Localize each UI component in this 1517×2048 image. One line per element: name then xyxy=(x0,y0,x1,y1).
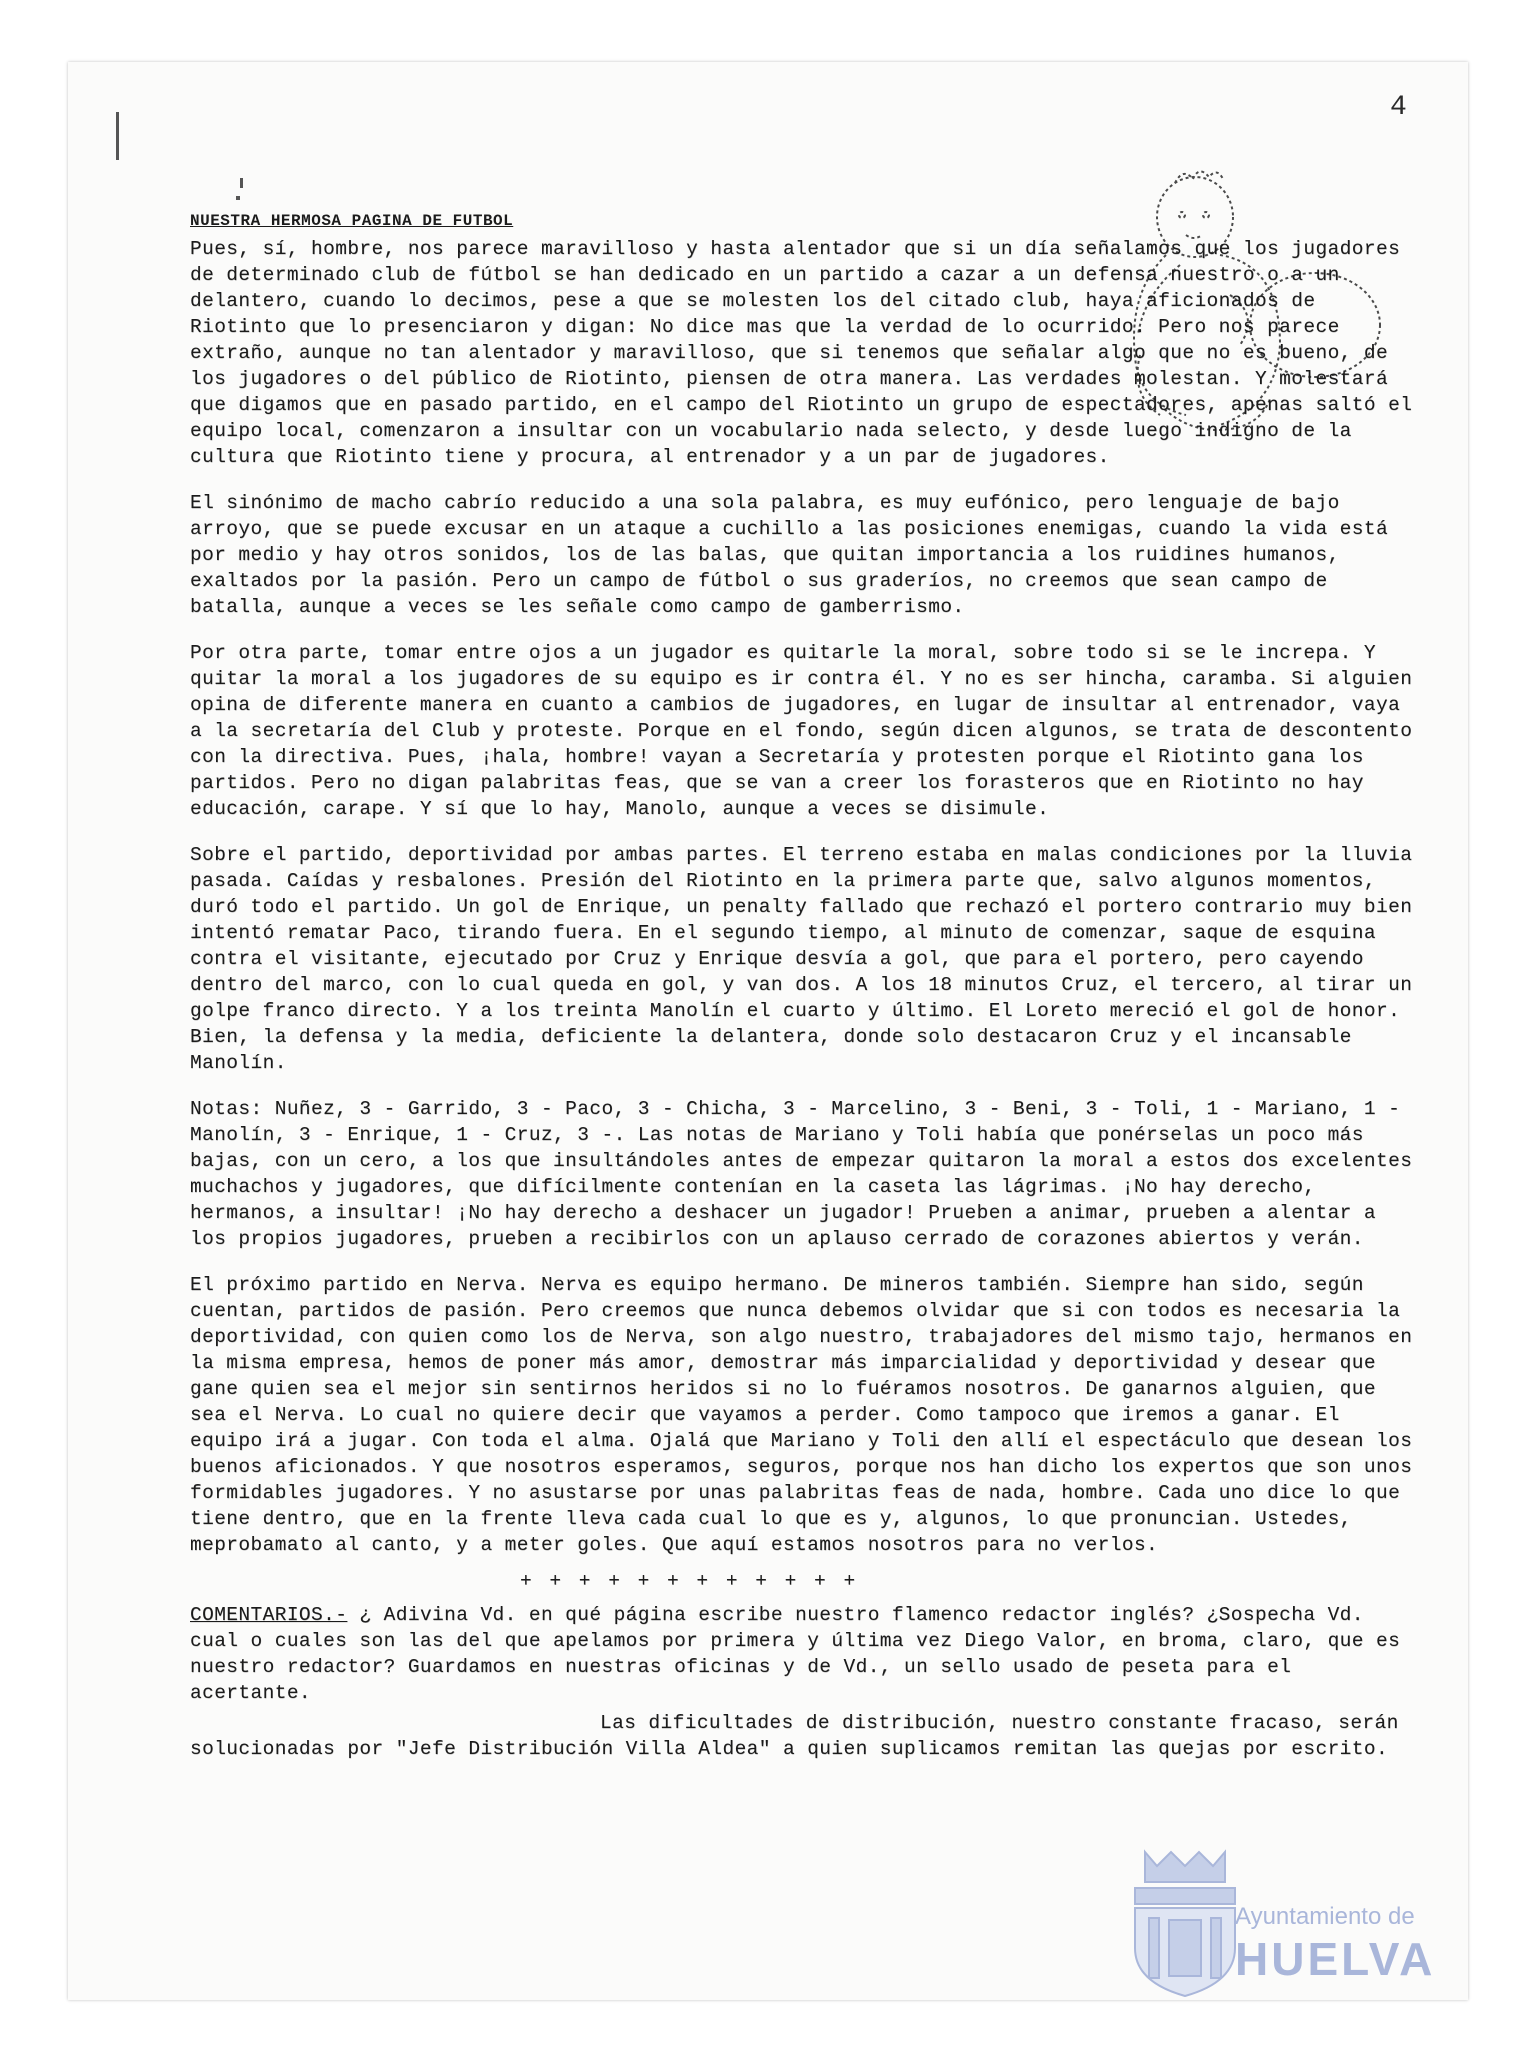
distribution-note: Las dificultades de distribución, nuestro constante fracaso, serán solucionadas por "Jefe Distribución Villa Aldea" a quien suplicamos remitan las quejas por escrito. xyxy=(190,1712,1399,1760)
comments-paragraph xyxy=(190,1602,1420,1706)
paragraph: Sobre el partido, deportividad por ambas partes. El terreno estaba en malas condiciones por la lluvia pasada. Caídas y resbalones. Presión del Riotinto en la primera parte que, salvo algunos momentos, duró todo el partido. Un gol de Enrique, un penalty fallado que rechazó el portero contrario muy bien intentó rematar Paco, tirando fuera. En el segundo tiempo, al minuto de comenzar, saque de esquina contra el visitante, ejecutado por Cruz y Enrique desvía a gol, que para el portero, pero cayendo dentro del marco, con lo cual queda en gol, y van dos. A los 18 minutos Cruz, el tercero, al tirar un golpe franco directo. Y a los treinta Manolín el cuarto y último. El Loreto mereció el gol de honor. Bien, la defensa y la media, deficiente la delantera, donde solo destacaron Cruz y el incansable Manolín. xyxy=(190,844,1413,1074)
paragraph: El próximo partido en Nerva. Nerva es equipo hermano. De mineros también. Siempre han sido, según cuentan, partidos de pasión. Pero creemos que nunca debemos olvidar que si con todos es necesaria la deportividad, con quien como los de Nerva, son algo nuestro, trabajadores del mismo tajo, hermanos en la misma empresa, hemos de poner más amor, demostrar más imparcialidad y deportividad y desear que gane quien sea el mejor sin sentirnos heridos si no lo fuéramos nosotros. De ganarnos alguien, que sea el Nerva. Lo cual no quiere decir que vayamos a perder. Como tampoco que iremos a ganar. El equipo irá a jugar. Con toda el alma. Ojalá que Mariano y Toli den allí el espectáculo que desean los buenos aficionados. Y que nosotros esperamos, seguros, porque nos han dicho los expertos que son unos formidables jugadores. Y no asustarse por unas palabritas feas de nada, hombre. Cada uno dice lo que tiene dentro, que en la frente lleva cada cual lo que es y, algunos, lo que pronuncian. Ustedes, meprobamato al canto, y a meter goles. Que aquí estamos nosotros para no verlos. xyxy=(190,1274,1413,1556)
paragraph: Pues, sí, hombre, nos parece maravilloso y hasta alentador que si un día señalamos que los jugadores de determinado club de fútbol se han dedicado en un partido a cazar a un defensa nuestro o a un delantero, cuando lo decimos, pese a que se molesten los del citado club, haya aficionados de Riotinto que lo presenciaron y digan: No dice mas que la verdad de lo ocurrido. Pero nos parece extraño, aunque no tan alentador y maravilloso, que si tenemos que señalar algo que no es bueno, de los jugadores o del público de Riotinto, piensen de otra manera. Las verdades molestan. Y molestará que digamos que en pasado partido, en el campo del Riotinto un grupo de espectadores, apenas saltó el equipo local, comenzaron a insultar con un vocabulario nada selecto, y desde luego indigno de la cultura que Riotinto tiene y procura, al entrenador y a un par de jugadores. xyxy=(190,238,1413,468)
page-number: 4 xyxy=(1390,92,1407,123)
paragraph: El sinónimo de macho cabrío reducido a una sola palabra, es muy eufónico, pero lenguaje de bajo arroyo, que se puede excusar en un ataque a cuchillo a las posiciones enemigas, cuando la vida está por medio y hay otros sonidos, los de las balas, que quitan importancia a los ruidines humanos, exaltados por la pasión. Pero un campo de fútbol o sus graderíos, no creemos que sean campo de batalla, aunque a veces se les señale como campo de gamberrismo. xyxy=(190,492,1389,618)
page-title: NUESTRA HERMOSA PAGINA DE FUTBOL xyxy=(190,212,514,230)
watermark-subtitle: Ayuntamiento de xyxy=(1235,1903,1415,1930)
comments-label: COMENTARIOS.- xyxy=(190,1604,348,1626)
paragraph: Notas: Nuñez, 3 - Garrido, 3 - Paco, 3 - Chicha, 3 - Marcelino, 3 - Beni, 3 - Toli, 1 - Mariano, 1 - Manolín, 3 - Enrique, 1 - Cruz, 3 -. Las notas de Mariano y Toli había que ponérselas un poco más bajas, con un cero, a los que insultándoles antes de empezar quitaron la moral a estos dos excelentes muchachos y jugadores, que difícilmente contenían en la caseta las lágrimas. ¡No hay derecho, hermanos, a insultar! ¡No hay derecho a deshacer un jugador! Prueben a animar, prueben a alentar a los propios jugadores, prueben a recibirlos con un aplauso cerrado de corazones abiertos y verán. xyxy=(190,1098,1413,1250)
article-body xyxy=(190,150,1420,1782)
scan-mark xyxy=(116,112,119,160)
paragraph: Por otra parte, tomar entre ojos a un jugador es quitarle la moral, sobre todo si se le increpa. Y quitar la moral a los jugadores de su equipo es ir contra él. Y no es ser hincha, caramba. Si alguien opina de diferente manera en cuanto a cambios de jugadores, en lugar de insultar al entrenador, vaya a la secretaría del Club y proteste. Porque en el fondo, según dicen algunos, se trata de descontento con la directiva. Pues, ¡hala, hombre! vayan a Secretaría y protesten porque el Riotinto gana los partidos. Pero no digan palabritas feas, que se van a creer los forasteros que en Riotinto no hay educación, carape. Y sí que lo hay, Manolo, aunque a veces se disimule. xyxy=(190,642,1413,820)
title-spacer xyxy=(190,150,1420,236)
watermark-city: HUELVA xyxy=(1235,1933,1436,1985)
separator-line: + + + + + + + + + + + + xyxy=(520,1570,859,1592)
comments-text: ¿ Adivina Vd. en qué página escribe nuestro flamenco redactor inglés? ¿Sospecha Vd. cual o cuales son las del que apelamos por primera y última vez Diego Valor, en broma, claro, que es nuestro redactor? Guardamos en nuestras oficinas y de Vd., un sello usado de peseta para el acertante. xyxy=(190,1604,1401,1704)
